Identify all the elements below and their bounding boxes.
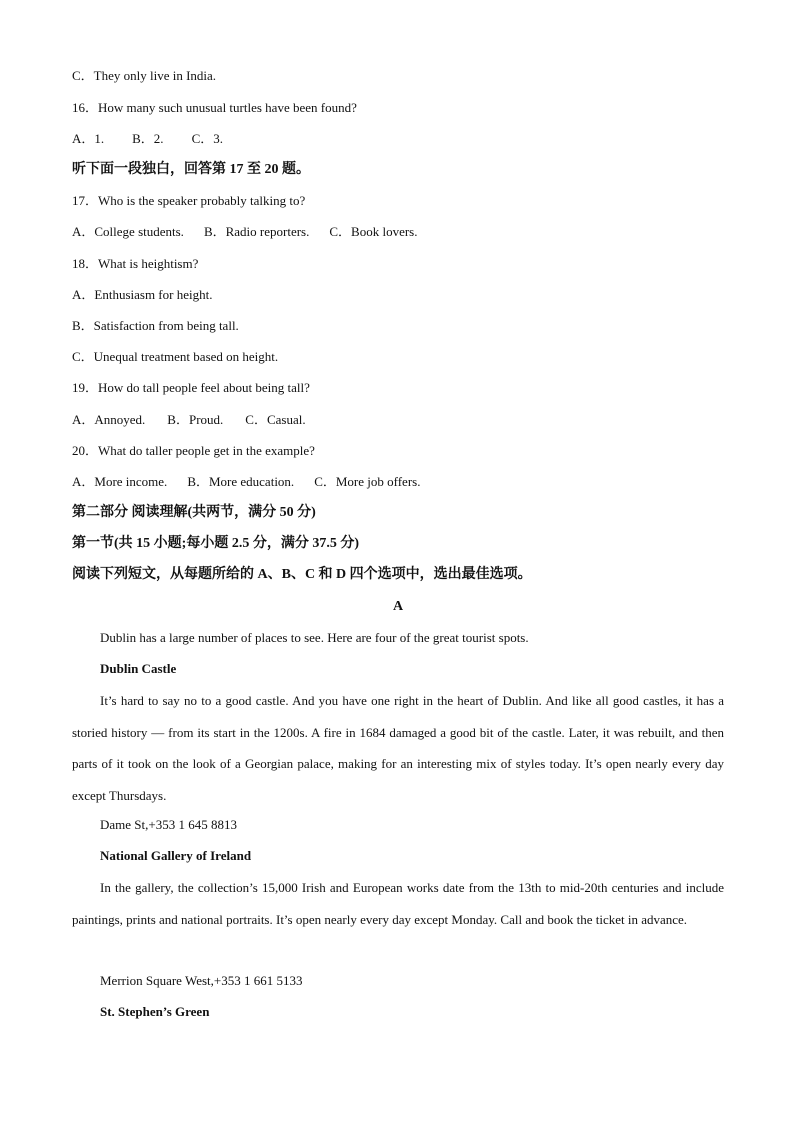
q16-options: [72, 131, 223, 147]
q19-stem: 19．How do tall people feel about being tall?: [72, 380, 310, 395]
dublin-castle-body: It’s hard to say no to a good castle. And you have one right in the heart of Dublin. And like all good castles, it has a storied history — from its start in the 1200s. A fire in 1684 damaged a good bit of the castle. Later, it was rebuilt, and then parts of it took on the look of a Georgian palace, making for an interesting mix of styles today. It’s open nearly every day except Thursdays.: [72, 693, 724, 803]
q18-option-c: C．Unequal treatment based on height.: [72, 349, 279, 364]
q19-options: [72, 412, 306, 428]
part2-heading: 第二部分 阅读理解(共两节，满分 50 分): [72, 505, 316, 520]
q19-option-b: B．Proud.: [167, 412, 224, 427]
passage-a-intro: Dublin has a large number of places to see. Here are four of the great tourist spots.: [100, 630, 529, 645]
part2-instructions: 阅读下列短文，从每题所给的 A、B、C 和 D 四个选项中，选出最佳选项。: [72, 567, 532, 582]
st-stephens-green-title: St. Stephen’s Green: [100, 1004, 210, 1019]
q20-stem: 20．What do taller people get in the example?: [72, 443, 315, 458]
q17-option-b: B．Radio reporters.: [203, 224, 310, 239]
q16-option-a: A．1.: [72, 131, 105, 146]
q18-stem: 18．What is heightism?: [72, 256, 199, 271]
q20-options: [72, 474, 420, 490]
q20-option-c: C．More job offers.: [314, 474, 421, 489]
q15-option-c: C．They only live in India.: [72, 68, 217, 83]
q18-option-b: B．Satisfaction from being tall.: [72, 318, 239, 333]
q20-option-b: B．More education.: [187, 474, 295, 489]
q18-option-a: A．Enthusiasm for height.: [72, 287, 213, 302]
q19-option-a: A．Annoyed.: [72, 412, 146, 427]
national-gallery-contact: Merrion Square West,+353 1 661 5133: [100, 973, 303, 988]
q17-stem: 17．Who is the speaker probably talking to?: [72, 193, 306, 208]
q17-options: [72, 224, 418, 240]
q17-option-c: C．Book lovers.: [329, 224, 418, 239]
national-gallery-title: National Gallery of Ireland: [100, 848, 252, 863]
passage-a-label: A: [392, 599, 404, 614]
q16-option-b: B．2.: [132, 131, 164, 146]
dublin-castle-contact: Dame St,+353 1 645 8813: [100, 817, 237, 832]
section-17-20-heading: 听下面一段独白，回答第 17 至 20 题。: [72, 162, 310, 177]
q19-option-c: C．Casual.: [245, 412, 306, 427]
national-gallery-body: In the gallery, the collection’s 15,000 Irish and European works date from the 13th to mid-20th centuries and include paintings, prints and national portraits. It’s open nearly every day except Monday. Call and book the ticket in advance.: [72, 880, 724, 927]
dublin-castle-title: Dublin Castle: [100, 661, 177, 676]
q16-stem: 16．How many such unusual turtles have been found?: [72, 100, 357, 115]
q20-option-a: A．More income.: [72, 474, 168, 489]
part2-section1-heading: 第一节(共 15 小题;每小题 2.5 分，满分 37.5 分): [72, 536, 359, 551]
q16-option-c: C．3.: [191, 131, 223, 146]
q17-option-a: A．College students.: [72, 224, 184, 239]
